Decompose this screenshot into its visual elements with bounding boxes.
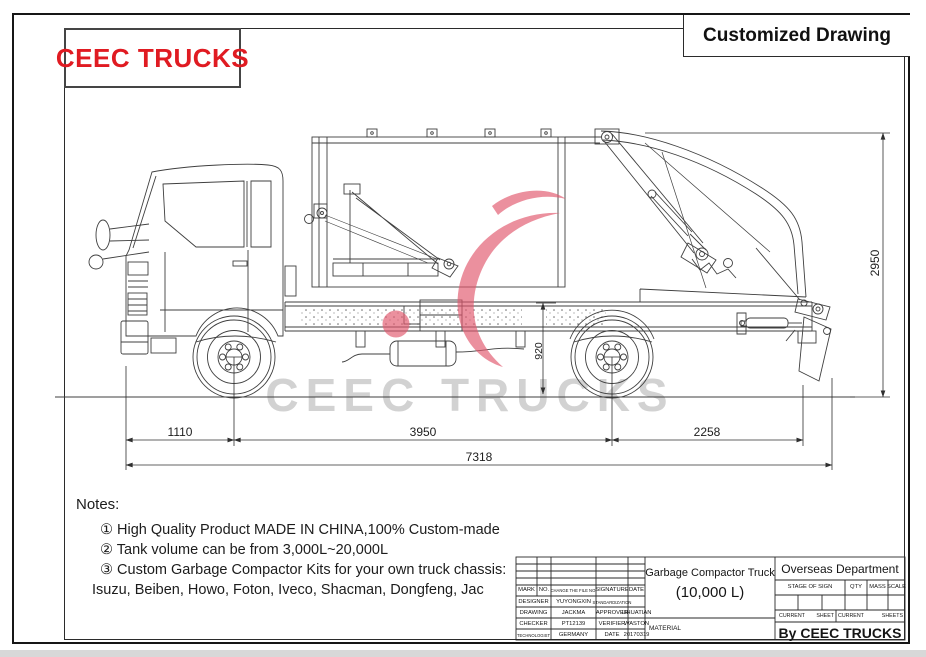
company-logo-text: CEEC TRUCKS — [55, 42, 250, 73]
tb-stage-of-sign: STAGE OF SIGN — [787, 584, 833, 590]
tb-current2: CURRENT — [838, 613, 864, 619]
tb-capacity: (10,000 L) — [675, 584, 745, 601]
drawing-title-box — [683, 15, 910, 57]
note-item-1: ① High Quality Product MADE IN CHINA,100% Custom-made — [100, 522, 500, 538]
tb-verifier-name: WASTON — [623, 620, 650, 627]
company-logo — [55, 28, 250, 88]
tb-drawing-label: DRAWING — [519, 609, 548, 616]
truck-linework — [55, 129, 855, 398]
tb-date-value: 20170319 — [623, 631, 650, 638]
title-block — [516, 557, 905, 640]
drawing-title: Customized Drawing — [703, 24, 891, 46]
tb-mark-header: MARK — [518, 587, 535, 593]
watermark-text: CEEC TRUCKS — [265, 369, 675, 421]
dim-rear-overhang: 2258 — [693, 425, 721, 439]
tb-mass: MASS — [869, 584, 886, 590]
tb-designer-name: YUYONGXIN — [556, 598, 591, 605]
tb-current1: CURRENT — [779, 613, 805, 619]
ceec-logo-watermark-icon — [383, 191, 567, 367]
dim-wheelbase: 3950 — [409, 425, 437, 439]
tb-technologist-name: GERMANY — [558, 631, 589, 638]
tb-by-company: By CEEC TRUCKS — [778, 625, 902, 641]
tb-checker-name: PT12139 — [561, 620, 586, 627]
notes-section — [76, 496, 506, 600]
tb-signature-header: SIGNATURE — [595, 587, 629, 593]
dim-total-length: 7318 — [465, 450, 493, 464]
tb-date-label: DATE — [604, 631, 620, 638]
tb-date-header: DATE — [628, 587, 645, 593]
tb-material-label: MATERIAL — [649, 624, 682, 632]
dim-front-overhang: 1110 — [167, 425, 193, 439]
tb-product-name: Garbage Compactor Truck — [645, 567, 775, 579]
tb-standardization-label: STANDARDIZATION — [592, 599, 632, 605]
tb-approver-name: LIHUATIAN — [621, 609, 652, 616]
tb-scale: SCALE — [886, 584, 907, 590]
note-item-3: ③ Custom Garbage Compactor Kits for your own truck chassis: — [100, 562, 507, 578]
tb-no-header: NO. — [538, 587, 550, 593]
tb-department: Overseas Department — [781, 562, 899, 576]
tb-change-header: CHANGE THE FILE NO. — [550, 588, 597, 593]
note-item-4: Isuzu, Beiben, Howo, Foton, Iveco, Shacman, Dongfeng, Jac — [92, 582, 484, 598]
tb-sheets: SHEETS — [881, 613, 903, 619]
tb-drawing-name: JACKMA — [561, 609, 586, 616]
tb-sheet: SHEET — [816, 613, 834, 619]
tb-designer-label: DESIGNER — [518, 598, 549, 605]
tb-checker-label: CHECKER — [519, 620, 548, 627]
tb-qty: QTY — [850, 584, 862, 590]
note-item-2: ② Tank volume can be from 3,000L~20,000L — [100, 542, 389, 558]
dim-chassis-height: 920 — [533, 342, 545, 360]
tb-approver-label: APPROVER — [595, 609, 629, 616]
dim-total-height: 2950 — [868, 249, 882, 277]
notes-label: Notes: — [76, 496, 120, 513]
tb-verifier-label: VERIFIER — [598, 620, 626, 627]
tb-technologist-label: TECHNOLOGIST — [516, 632, 551, 638]
